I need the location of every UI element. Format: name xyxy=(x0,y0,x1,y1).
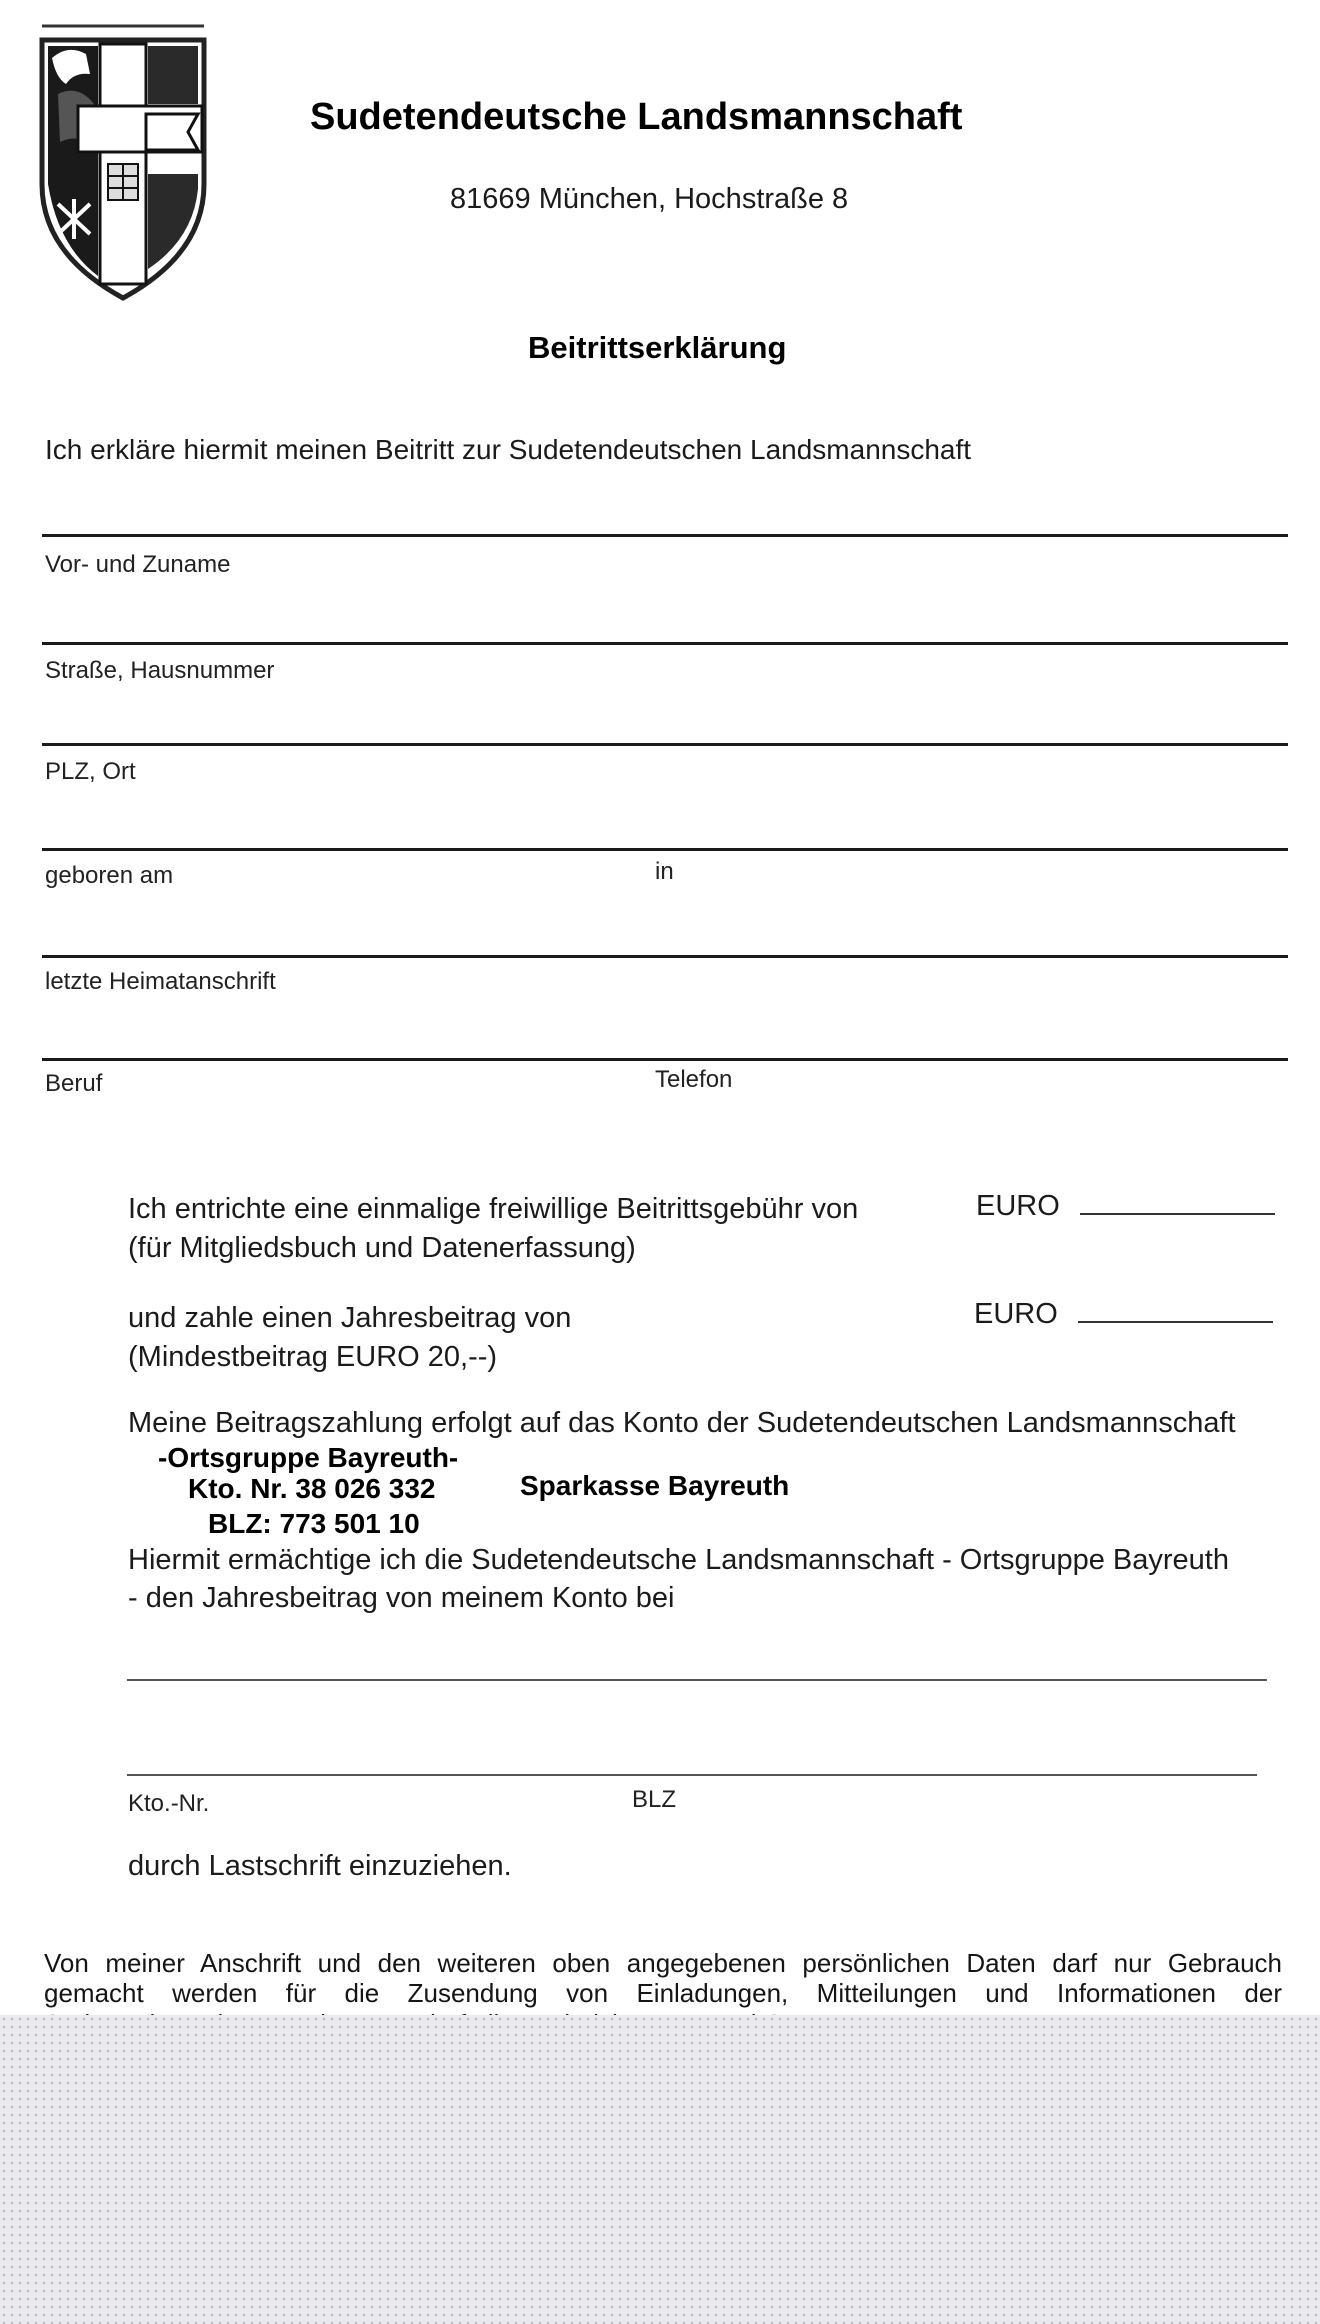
form-title: Beitrittserklärung xyxy=(528,330,787,365)
payment-group: -Ortsgruppe Bayreuth- xyxy=(158,1442,459,1473)
privacy-line-1: Von meiner Anschrift und den weiteren oben angegebenen persönlichen Daten darf nur Gebrauch xyxy=(44,1948,1282,1978)
entry-fee-note: (für Mitgliedsbuch und Datenerfassung) xyxy=(128,1232,636,1264)
annual-fee-note: (Mindestbeitrag EURO 20,--) xyxy=(128,1341,498,1373)
mandate-line-1: Hiermit ermächtige ich die Sudetendeutsche Landsmannschaft - Ortsgruppe Bayreuth xyxy=(128,1544,1229,1576)
organization-address: 81669 München, Hochstraße 8 xyxy=(450,183,849,215)
cropped-area xyxy=(0,2015,1320,2324)
name-line[interactable] xyxy=(42,534,1288,537)
account-number-label: Kto.-Nr. xyxy=(128,1790,210,1817)
entry-fee-text: Ich entrichte eine einmalige freiwillige Beitrittsgebühr von xyxy=(128,1193,859,1225)
birth-line[interactable] xyxy=(42,848,1288,851)
sudeten-coat-of-arms-icon xyxy=(38,14,208,304)
bank-code-label: BLZ xyxy=(632,1786,677,1813)
debit-text: durch Lastschrift einzuziehen. xyxy=(128,1850,512,1882)
street-label: Straße, Hausnummer xyxy=(45,657,275,684)
annual-fee-currency: EURO xyxy=(974,1298,1058,1330)
entry-fee-blank[interactable] xyxy=(1080,1213,1275,1215)
annual-fee-text: und zahle einen Jahresbeitrag von xyxy=(128,1302,572,1334)
phone-label: Telefon xyxy=(655,1066,733,1093)
born-on-label: geboren am xyxy=(45,862,174,889)
profession-line[interactable] xyxy=(42,1058,1288,1061)
account-line[interactable] xyxy=(127,1774,1257,1776)
home-address-line[interactable] xyxy=(42,955,1288,958)
entry-fee-amount xyxy=(976,1190,1275,1223)
annual-fee-blank[interactable] xyxy=(1078,1321,1273,1323)
street-line[interactable] xyxy=(42,642,1288,645)
annual-fee-amount xyxy=(974,1298,1273,1331)
payment-bank: Sparkasse Bayreuth xyxy=(520,1470,790,1501)
form-intro: Ich erkläre hiermit meinen Beitritt zur Sudetendeutschen Landsmannschaft xyxy=(45,434,972,465)
payment-account: Kto. Nr. 38 026 332 xyxy=(188,1473,436,1504)
payment-blz: BLZ: 773 501 10 xyxy=(208,1508,420,1539)
bank-name-line[interactable] xyxy=(127,1679,1267,1681)
city-label: PLZ, Ort xyxy=(45,758,136,785)
profession-label: Beruf xyxy=(45,1070,103,1097)
home-address-label: letzte Heimatanschrift xyxy=(45,968,276,995)
organization-title: Sudetendeutsche Landsmannschaft xyxy=(310,96,963,138)
name-label: Vor- und Zuname xyxy=(45,551,231,578)
mandate-line-2: - den Jahresbeitrag von meinem Konto bei xyxy=(128,1582,675,1614)
crest xyxy=(38,14,208,304)
entry-fee-currency: EURO xyxy=(976,1190,1060,1222)
city-line[interactable] xyxy=(42,743,1288,746)
payment-intro: Meine Beitragszahlung erfolgt auf das Konto der Sudetendeutschen Landsmannschaft xyxy=(128,1407,1236,1439)
privacy-line-2: gemacht werden für die Zusendung von Einladungen, Mitteilungen und Informationen der xyxy=(44,1978,1282,2008)
born-in-label: in xyxy=(655,858,674,885)
